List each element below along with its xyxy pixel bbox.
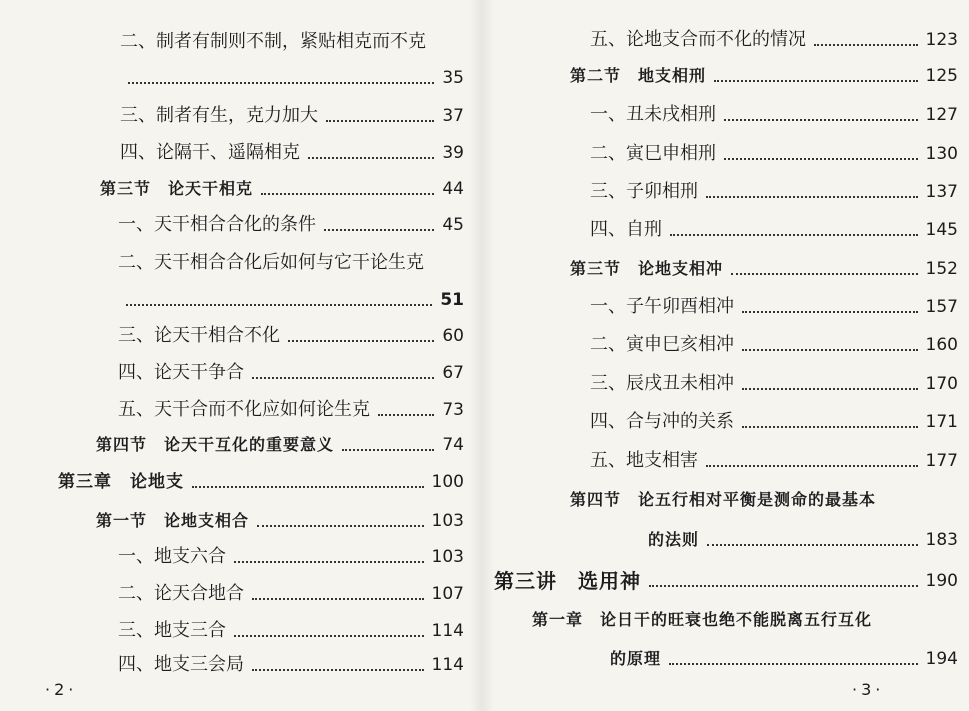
entry-title: 第二节 地支相刑: [570, 66, 707, 85]
toc-entry: [118, 582, 464, 606]
toc-entry: [590, 333, 958, 357]
entry-title: 第三讲 选用神: [494, 569, 641, 593]
entry-title: 五、天干合而不化应如何论生克: [118, 399, 370, 420]
page-number: 114: [431, 621, 464, 641]
toc-entry: [532, 608, 958, 632]
entry-title: 四、论天干争合: [118, 362, 244, 383]
dot-leader: [670, 234, 918, 236]
entry-title: 第四节 论五行相对平衡是测命的最基本: [570, 490, 877, 509]
page-number: 37: [442, 106, 464, 126]
page-number: 145: [925, 220, 958, 240]
toc-entry: [590, 410, 958, 434]
dot-leader: [326, 120, 434, 122]
toc-entry: [120, 141, 464, 165]
page-number: 123: [925, 30, 958, 50]
page-number: 100: [431, 472, 464, 492]
toc-entry: [96, 509, 464, 533]
dot-leader: [742, 349, 918, 351]
dot-leader: [814, 44, 918, 46]
dot-leader: [324, 229, 434, 231]
dot-leader: [706, 465, 918, 467]
toc-entry: [118, 619, 464, 643]
dot-leader: [742, 311, 918, 313]
entry-title: 四、论隔干、遥隔相克: [120, 142, 300, 163]
dot-leader: [342, 449, 434, 451]
dot-leader: [126, 304, 432, 306]
page-folio: ·3·: [852, 680, 885, 699]
entry-title: 一、子午卯酉相冲: [590, 296, 734, 317]
page-number: 60: [442, 326, 464, 346]
dot-leader: [252, 598, 424, 600]
toc-entry: [590, 372, 958, 396]
entry-title: 二、论天合地合: [118, 583, 244, 604]
toc-entry: [58, 470, 464, 494]
entry-title: 第一节 论地支相合: [96, 511, 250, 530]
page-number: 190: [925, 571, 958, 591]
entry-title: 一、地支六合: [118, 546, 226, 567]
page-number: 114: [431, 655, 464, 675]
page-number: 67: [442, 363, 464, 383]
toc-entry: [570, 257, 958, 281]
page-number: 73: [442, 400, 464, 420]
toc-entry: [118, 251, 458, 275]
dot-leader: [378, 414, 434, 416]
entry-title: 三、子卯相刑: [590, 181, 698, 202]
dot-leader: [252, 377, 434, 379]
toc-entry: [590, 218, 958, 242]
dot-leader: [261, 193, 434, 195]
entry-title: 第三节 论地支相冲: [570, 259, 724, 278]
toc-entry: [118, 324, 464, 348]
dot-leader: [234, 635, 424, 637]
entry-title: 的原理: [610, 649, 662, 668]
page-number: 152: [925, 259, 958, 279]
dot-leader: [669, 663, 918, 665]
toc-entry: [120, 66, 464, 90]
toc-entry: [590, 28, 958, 52]
dot-leader: [288, 340, 434, 342]
toc-entry: [118, 213, 464, 237]
toc-entry: [648, 528, 958, 552]
toc-entry: [590, 180, 958, 204]
toc-entry: [590, 295, 958, 319]
dot-leader: [742, 388, 918, 390]
page-number: 171: [925, 412, 958, 432]
dot-leader: [706, 196, 918, 198]
page-number: 170: [925, 374, 958, 394]
dot-leader: [128, 82, 434, 84]
entry-title: 五、论地支合而不化的情况: [590, 29, 806, 50]
dot-leader: [742, 426, 918, 428]
page-number: 177: [925, 451, 958, 471]
toc-entry: [590, 449, 958, 473]
page-number: 39: [442, 143, 464, 163]
entry-title: 三、地支三合: [118, 620, 226, 641]
page-number: 103: [431, 511, 464, 531]
entry-title: 三、论天干相合不化: [118, 325, 280, 346]
toc-entry: [96, 433, 464, 457]
entry-title: 三、辰戌丑未相冲: [590, 373, 734, 394]
entry-title: 的法则: [648, 530, 700, 549]
page-number: 130: [925, 144, 958, 164]
page-number: 44: [442, 179, 464, 199]
toc-entry: [118, 653, 464, 677]
toc-entry: [100, 177, 464, 201]
entry-title: 一、丑未戌相刑: [590, 104, 716, 125]
dot-leader: [707, 544, 918, 546]
left-page: [0, 0, 484, 711]
entry-title: 第四节 论天干互化的重要意义: [96, 435, 335, 454]
page-number: 183: [925, 530, 958, 550]
toc-entry: [118, 361, 464, 385]
entry-title: 四、地支三会局: [118, 654, 244, 675]
page-number: 35: [442, 68, 464, 88]
dot-leader: [308, 157, 434, 159]
entry-title: 二、制者有制则不制，紧贴相克而不克: [120, 31, 426, 52]
dot-leader: [724, 119, 918, 121]
page-number: 157: [925, 297, 958, 317]
dot-leader: [731, 273, 918, 275]
entry-title: 第三节 论天干相克: [100, 179, 254, 198]
entry-title: 四、自刑: [590, 219, 662, 240]
entry-title: 一、天干相合合化的条件: [118, 214, 316, 235]
page-number: 160: [925, 335, 958, 355]
page-folio: ·2·: [45, 680, 78, 699]
entry-title: 四、合与冲的关系: [590, 411, 734, 432]
dot-leader: [252, 669, 424, 671]
page-number: 194: [925, 649, 958, 669]
dot-leader: [649, 585, 918, 587]
dot-leader: [234, 561, 424, 563]
entry-title: 二、寅巳申相刑: [590, 143, 716, 164]
entry-title: 三、制者有生，克力加大: [120, 105, 318, 126]
dot-leader: [724, 158, 918, 160]
entry-title: 第一章 论日干的旺衰也绝不能脱离五行互化: [532, 610, 873, 629]
page-number: 137: [925, 182, 958, 202]
toc-entry: [590, 103, 958, 127]
entry-title: 二、天干相合合化后如何与它干论生克: [118, 252, 424, 273]
entry-title: 第三章 论地支: [58, 472, 184, 492]
page-number: 107: [431, 584, 464, 604]
toc-entry: [120, 104, 464, 128]
dot-leader: [192, 486, 424, 488]
right-page: [484, 0, 969, 711]
toc-entry: [118, 545, 464, 569]
toc-entry: [118, 288, 464, 312]
toc-entry: [118, 398, 464, 422]
toc-entry: [610, 647, 958, 671]
toc-entry: [570, 64, 958, 88]
toc-entry: [590, 142, 958, 166]
dot-leader: [714, 80, 918, 82]
page-number: 45: [442, 215, 464, 235]
entry-title: 二、寅申巳亥相冲: [590, 334, 734, 355]
toc-entry: [120, 30, 460, 54]
page-number: 125: [925, 66, 958, 86]
toc-entry: [494, 569, 958, 593]
dot-leader: [257, 525, 424, 527]
entry-title: 五、地支相害: [590, 450, 698, 471]
page-number: 74: [442, 435, 464, 455]
page-number: 103: [431, 547, 464, 567]
toc-entry: [570, 488, 958, 512]
page-number: 51: [440, 290, 464, 310]
page-number: 127: [925, 105, 958, 125]
